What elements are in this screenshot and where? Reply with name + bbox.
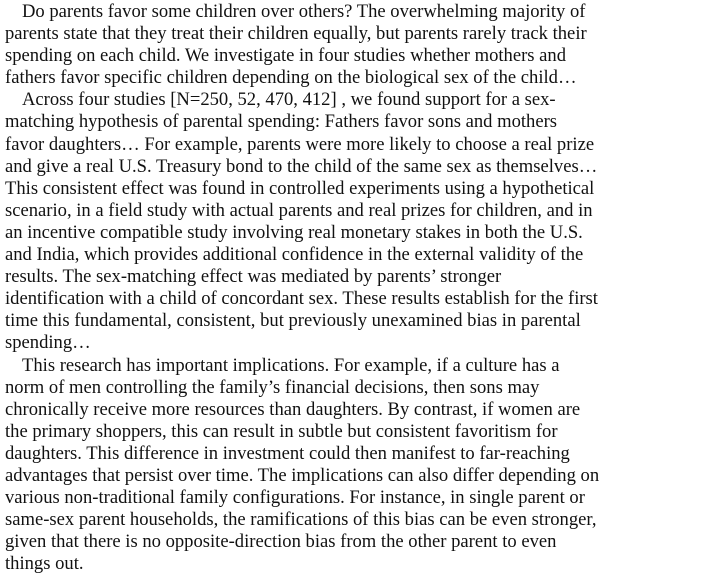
text-line: parents state that they treat their children equally, but parents rarely track their (5, 23, 587, 45)
text-line: things out. (5, 553, 84, 575)
text-line: spending… (5, 332, 91, 354)
text-line: results. The sex-matching effect was mediated by parents’ stronger (5, 266, 502, 288)
text-line: Do parents favor some children over others? The overwhelming majority of (22, 1, 586, 22)
text-line: norm of men controlling the family’s financial decisions, then sons may (5, 376, 540, 398)
text-line: and India, which provides additional confidence in the external validity of the (5, 244, 584, 266)
text-line: matching hypothesis of parental spending: Fathers favor sons and mothers (5, 111, 558, 133)
document-body (5, 1, 710, 575)
paragraph-findings (5, 89, 710, 354)
text-line: Across four studies [N=250, 52, 470, 412] , we found support for a sex- (22, 89, 556, 111)
paragraph-intro (5, 1, 710, 89)
text-line: favor daughters… For example, parents were more likely to choose a real prize (5, 133, 595, 155)
text-line: given that there is no opposite-direction bias from the other parent to even (5, 531, 557, 553)
text-line: various non-traditional family configurations. For instance, in single parent or (5, 487, 585, 509)
text-line: daughters. This difference in investment could then manifest to far-reaching (5, 442, 570, 464)
paragraph-implications (5, 355, 710, 576)
text-line: the primary shoppers, this can result in subtle but consistent favoritism for (5, 420, 558, 442)
text-line: fathers favor specific children depending on the biological sex of the child… (5, 67, 577, 89)
text-line: spending on each child. We investigate in four studies whether mothers and (5, 45, 566, 67)
text-line: identification with a child of concordant sex. These results establish for the first (5, 288, 598, 310)
text-line: time this fundamental, consistent, but previously unexamined bias in parental (5, 310, 581, 332)
text-line: advantages that persist over time. The implications can also differ depending on (5, 464, 600, 486)
text-line: This consistent effect was found in controlled experiments using a hypothetical (5, 177, 595, 199)
text-line: chronically receive more resources than daughters. By contrast, if women are (5, 398, 581, 420)
text-line: an incentive compatible study involving real monetary stakes in both the U.S. (5, 221, 583, 243)
text-line: same-sex parent households, the ramifications of this bias can be even stronger, (5, 509, 597, 531)
text-line: scenario, in a field study with actual parents and real prizes for children, and in (5, 199, 593, 221)
text-line: This research has important implications. For example, if a culture has a (22, 354, 560, 376)
text-line: and give a real U.S. Treasury bond to the child of the same sex as themselves… (5, 155, 598, 177)
